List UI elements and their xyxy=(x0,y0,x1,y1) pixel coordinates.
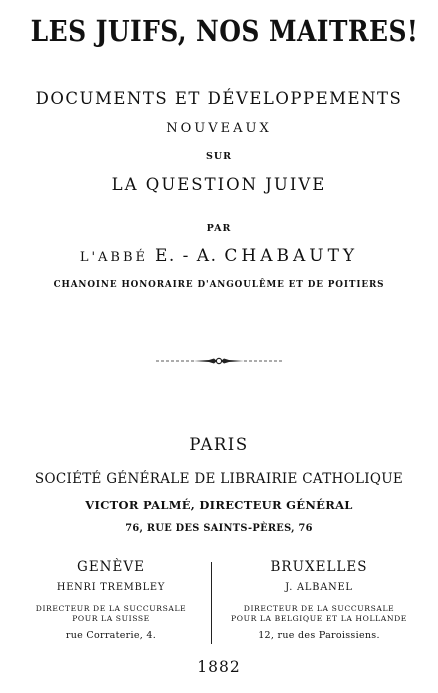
branch-director-name: HENRI TREMBLEY xyxy=(56,582,166,593)
ornament-icon xyxy=(154,355,284,367)
book-title: LES JUIFS, NOS MAITRES! xyxy=(30,14,419,48)
branch-director-name: J. ALBANEL xyxy=(285,582,353,593)
publisher-company: SOCIÉTÉ GÉNÉRALE DE LIBRAIRIE CATHOLIQUE xyxy=(34,471,404,487)
branch-description-1: DIRECTEUR DE LA SUCCURSALE xyxy=(35,604,187,613)
author-line xyxy=(0,246,438,266)
publication-year: 1882 xyxy=(197,658,241,676)
par-label: PAR xyxy=(206,223,232,234)
author-title: CHANOINE HONORAIRE D'ANGOULÊME ET DE POITIERS xyxy=(53,280,385,290)
branch-city: GENÈVE xyxy=(77,559,145,575)
author-prefix: L'ABBÉ xyxy=(79,250,149,265)
branch-description-2: POUR LA SUISSE xyxy=(72,614,150,623)
publisher-director: VICTOR PALMÉ, DIRECTEUR GÉNÉRAL xyxy=(85,498,353,512)
branch-address: 12, rue des Paroissiens. xyxy=(258,630,380,641)
publisher-address: 76, RUE DES SAINTS-PÈRES, 76 xyxy=(125,523,313,534)
branch-address: rue Corraterie, 4. xyxy=(65,630,157,641)
subtitle-sur: SUR xyxy=(205,151,233,162)
column-divider xyxy=(211,562,212,644)
publisher-city: PARIS xyxy=(189,435,249,454)
branch-city: BRUXELLES xyxy=(270,559,368,575)
branch-description-1: DIRECTEUR DE LA SUCCURSALE xyxy=(243,604,395,613)
subtitle-line-1: DOCUMENTS ET DÉVELOPPEMENTS xyxy=(35,89,403,108)
branch-description-2: POUR LA BELGIQUE ET LA HOLLANDE xyxy=(231,614,407,623)
author-initials: E. - A. xyxy=(154,246,218,266)
subtitle-line-2: NOUVEAUX xyxy=(166,121,272,136)
author-surname: CHABAUTY xyxy=(224,246,359,266)
subtitle-line-3: LA QUESTION JUIVE xyxy=(111,175,327,194)
ornament-divider xyxy=(0,352,438,371)
